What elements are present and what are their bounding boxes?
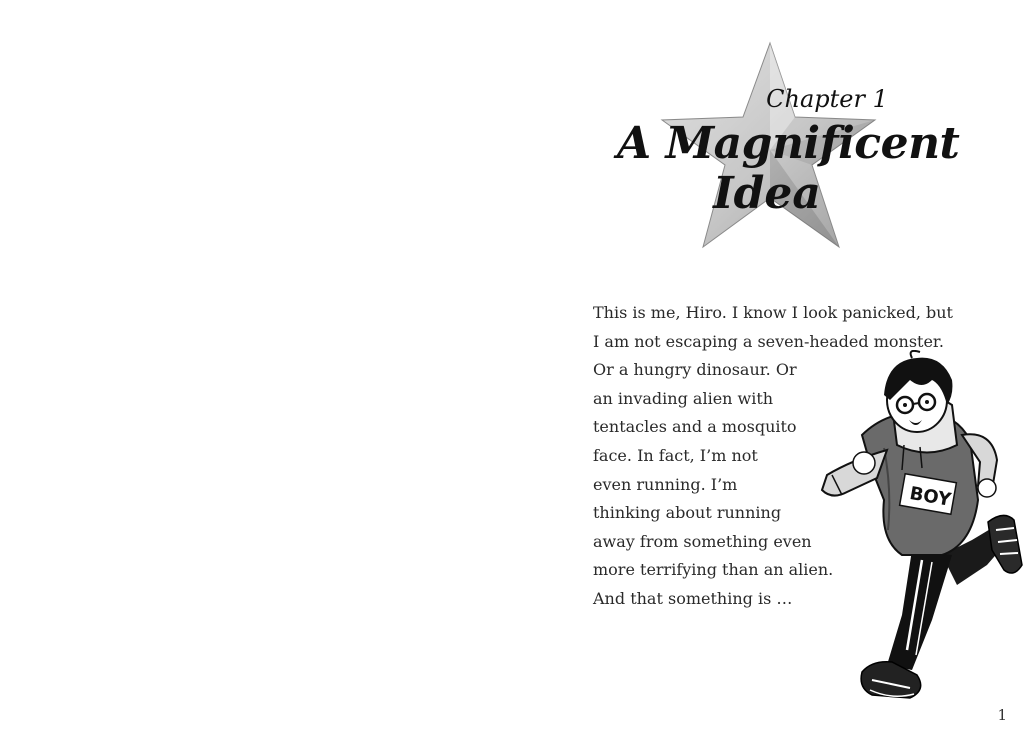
body-line: tentacles and a mosquito: [593, 417, 797, 437]
shirt-text: BOY: [908, 482, 953, 511]
page-number: 1: [997, 706, 1007, 724]
chapter-title-line-1: A Magnificent: [617, 118, 960, 169]
right-page: [512, 0, 1024, 745]
body-line: an invading alien with: [593, 388, 774, 408]
body-line: thinking about running: [593, 503, 782, 523]
body-line: Or a hungry dinosaur. Or: [593, 360, 797, 380]
body-line: even running. I’m: [593, 474, 738, 494]
body-line: This is me, Hiro. I know I look panicked, but: [593, 303, 953, 322]
chapter-number: Chapter 1: [766, 85, 888, 113]
body-line: face. In fact, I’m not: [593, 445, 758, 465]
body-line: And that something is …: [593, 588, 793, 608]
chapter-heading: [617, 40, 960, 255]
body-line: I am not escaping a seven-headed monster.: [593, 331, 944, 351]
body-line: more terrifying than an alien.: [593, 560, 834, 580]
running-boy-illustration: [792, 350, 1024, 735]
body-line: away from something even: [593, 531, 812, 551]
chapter-title-line-2: Idea: [713, 168, 821, 219]
